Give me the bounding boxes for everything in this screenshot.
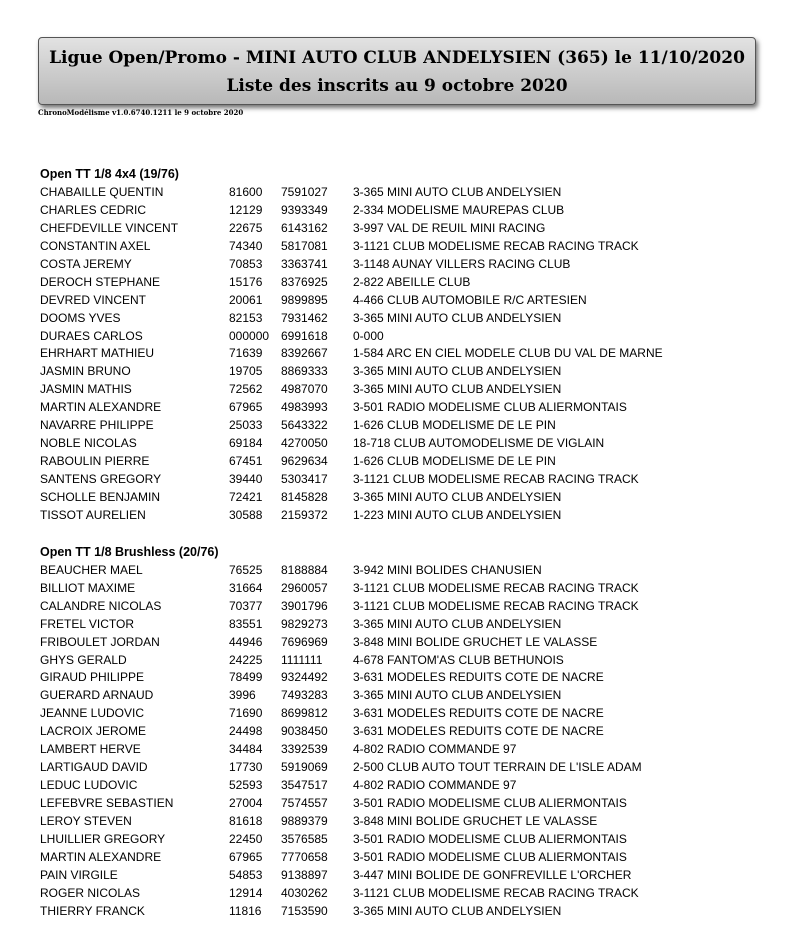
transponder-number: 8145828: [281, 489, 328, 504]
driver-row: [40, 777, 780, 795]
driver-name: JEANNE LUDOVIC: [40, 706, 145, 721]
transponder-number: 4987070: [281, 382, 328, 397]
driver-name: TISSOT AURELIEN: [40, 507, 146, 522]
club-name: 3-501 RADIO MODELISME CLUB ALIERMONTAIS: [353, 849, 627, 864]
licence-number: 54853: [229, 867, 263, 882]
driver-row: [40, 417, 780, 435]
club-name: 2-334 MODELISME MAUREPAS CLUB: [353, 202, 565, 217]
driver-row: [40, 741, 780, 759]
licence-number: 67451: [229, 454, 263, 469]
licence-number: 78499: [229, 670, 263, 685]
driver-row: [40, 310, 780, 328]
transponder-number: 3901796: [281, 598, 328, 613]
transponder-number: 9889379: [281, 813, 328, 828]
driver-row: [40, 652, 780, 670]
transponder-number: 8376925: [281, 274, 328, 289]
club-name: 3-1148 AUNAY VILLERS RACING CLUB: [353, 256, 571, 271]
driver-name: DEROCH STEPHANE: [40, 274, 161, 289]
club-name: 4-802 RADIO COMMANDE 97: [353, 778, 517, 793]
licence-number: 44946: [229, 634, 263, 649]
driver-row: [40, 274, 780, 292]
transponder-number: 7591027: [281, 185, 328, 199]
licence-number: 22450: [229, 831, 263, 846]
club-name: 1-223 MINI AUTO CLUB ANDELYSIEN: [353, 507, 562, 522]
club-name: 3-997 VAL DE REUIL MINI RACING: [353, 220, 546, 235]
club-name: 3-942 MINI BOLIDES CHANUSIEN: [353, 562, 542, 577]
driver-name: BILLIOT MAXIME: [40, 580, 136, 595]
driver-row: [40, 345, 780, 363]
licence-number: 39440: [229, 472, 263, 486]
licence-number: 3996: [229, 688, 256, 703]
transponder-number: 5643322: [281, 418, 328, 433]
club-name: 3-848 MINI BOLIDE GRUCHET LE VALASSE: [353, 634, 598, 649]
club-name: 0-000: [353, 328, 384, 343]
transponder-number: 4983993: [281, 400, 328, 415]
driver-row: [40, 238, 780, 256]
club-name: 3-447 MINI BOLIDE DE GONFREVILLE L'ORCHER: [353, 867, 632, 882]
document-subtitle: Liste des inscrits au 9 octobre 2020: [226, 76, 568, 96]
licence-number: 17730: [229, 760, 263, 775]
club-name: 3-1121 CLUB MODELISME RECAB RACING TRACK: [353, 238, 639, 253]
licence-number: 81618: [229, 813, 263, 828]
driver-name: RABOULIN PIERRE: [40, 454, 150, 469]
transponder-number: 2960057: [281, 580, 328, 595]
driver-name: PAIN VIRGILE: [40, 867, 118, 882]
licence-number: 70377: [229, 598, 263, 613]
driver-row: [40, 795, 780, 813]
transponder-number: 9324492: [281, 670, 328, 685]
licence-number: 81600: [229, 185, 263, 199]
driver-name: LACROIX JEROME: [40, 724, 147, 739]
transponder-number: 3392539: [281, 742, 328, 757]
transponder-number: 9138897: [281, 867, 328, 882]
driver-row: [40, 184, 780, 202]
transponder-number: 3547517: [281, 778, 328, 793]
driver-row: [40, 759, 780, 777]
licence-number: 11816: [229, 903, 262, 918]
club-name: 3-365 MINI AUTO CLUB ANDELYSIEN: [353, 310, 562, 325]
driver-row: [40, 580, 780, 598]
driver-row: [40, 220, 780, 238]
driver-name: LEDUC LUDOVIC: [40, 778, 138, 793]
transponder-number: 5817081: [281, 238, 328, 253]
driver-row: [40, 903, 780, 921]
licence-number: 83551: [229, 616, 263, 631]
transponder-number: 2159372: [281, 507, 328, 522]
driver-row: [40, 705, 780, 723]
transponder-number: 7696969: [281, 634, 328, 649]
driver-row: [40, 616, 780, 634]
driver-row: [40, 489, 780, 507]
transponder-number: 9038450: [281, 724, 328, 739]
transponder-number: 5303417: [281, 472, 328, 486]
club-name: 3-365 MINI AUTO CLUB ANDELYSIEN: [353, 688, 562, 703]
driver-name: JASMIN MATHIS: [40, 382, 132, 397]
club-name: 3-501 RADIO MODELISME CLUB ALIERMONTAIS: [353, 796, 627, 810]
driver-name: SCHOLLE BENJAMIN: [40, 489, 161, 504]
transponder-number: 4270050: [281, 436, 328, 451]
transponder-number: 5919069: [281, 760, 328, 775]
driver-name: NAVARRE PHILIPPE: [40, 418, 154, 433]
driver-name: CHARLES CEDRIC: [40, 202, 147, 217]
driver-name: DURAES CARLOS: [40, 328, 143, 343]
registration-list: [40, 166, 780, 940]
driver-row: [40, 256, 780, 274]
club-name: 3-365 MINI AUTO CLUB ANDELYSIEN: [353, 489, 562, 504]
transponder-number: 9393349: [281, 202, 328, 217]
driver-name: CONSTANTIN AXEL: [40, 238, 151, 253]
driver-name: BEAUCHER MAEL: [40, 562, 143, 577]
transponder-number: 4030262: [281, 885, 328, 900]
driver-row: [40, 831, 780, 849]
driver-row: [40, 867, 780, 885]
club-name: 1-626 CLUB MODELISME DE LE PIN: [353, 418, 556, 433]
driver-row: [40, 435, 780, 453]
driver-row: [40, 687, 780, 705]
licence-number: 31664: [229, 580, 263, 595]
licence-number: 70853: [229, 256, 263, 271]
driver-name: GUERARD ARNAUD: [40, 688, 154, 703]
driver-row: [40, 669, 780, 687]
driver-name: THIERRY FRANCK: [40, 903, 145, 918]
driver-name: LEFEBVRE SEBASTIEN: [40, 796, 174, 810]
driver-name: LAMBERT HERVE: [40, 742, 141, 757]
licence-number: 69184: [229, 436, 263, 451]
driver-row: [40, 202, 780, 220]
licence-number: 71690: [229, 706, 263, 721]
driver-name: NOBLE NICOLAS: [40, 436, 137, 451]
club-name: 4-678 FANTOM'AS CLUB BETHUNOIS: [353, 652, 564, 667]
club-name: 3-848 MINI BOLIDE GRUCHET LE VALASSE: [353, 813, 598, 828]
driver-row: [40, 399, 780, 417]
club-name: 3-631 MODELES REDUITS COTE DE NACRE: [353, 670, 604, 685]
licence-number: 25033: [229, 418, 263, 433]
transponder-number: 8392667: [281, 346, 328, 361]
driver-name: MARTIN ALEXANDRE: [40, 849, 162, 864]
driver-row: [40, 723, 780, 741]
club-name: 3-365 MINI AUTO CLUB ANDELYSIEN: [353, 382, 562, 397]
club-name: 2-822 ABEILLE CLUB: [353, 274, 471, 289]
driver-row: [40, 292, 780, 310]
club-name: 3-365 MINI AUTO CLUB ANDELYSIEN: [353, 364, 562, 379]
club-name: 3-631 MODELES REDUITS COTE DE NACRE: [353, 724, 604, 739]
driver-name: LARTIGAUD DAVID: [40, 760, 148, 775]
driver-row: [40, 453, 780, 471]
category-title: Open TT 1/8 4x4 (19/76): [40, 167, 179, 181]
club-name: 3-501 RADIO MODELISME CLUB ALIERMONTAIS: [353, 400, 627, 415]
club-name: 18-718 CLUB AUTOMODELISME DE VIGLAIN: [353, 436, 605, 451]
transponder-number: 7931462: [281, 310, 328, 325]
driver-name: CHABAILLE QUENTIN: [40, 185, 164, 199]
driver-row: [40, 507, 780, 525]
licence-number: 000000: [229, 328, 270, 343]
software-version: ChronoModélisme v1.0.6740.1211 le 9 octobre 2020: [38, 108, 244, 117]
driver-row: [40, 562, 780, 580]
licence-number: 24225: [229, 652, 263, 667]
club-name: 4-466 CLUB AUTOMOBILE R/C ARTESIEN: [353, 292, 587, 307]
driver-row: [40, 328, 780, 346]
club-name: 3-501 RADIO MODELISME CLUB ALIERMONTAIS: [353, 831, 627, 846]
driver-name: LEROY STEVEN: [40, 813, 132, 828]
club-name: 3-365 MINI AUTO CLUB ANDELYSIEN: [353, 616, 562, 631]
licence-number: 82153: [229, 310, 263, 325]
driver-row: [40, 381, 780, 399]
driver-name: GHYS GERALD: [40, 652, 127, 667]
transponder-number: 9829273: [281, 616, 328, 631]
licence-number: 76525: [229, 562, 263, 577]
driver-name: MARTIN ALEXANDRE: [40, 400, 162, 415]
transponder-number: 6143162: [281, 220, 328, 235]
transponder-number: 3576585: [281, 831, 328, 846]
driver-name: GIRAUD PHILIPPE: [40, 670, 145, 685]
licence-number: 52593: [229, 778, 263, 793]
licence-number: 12914: [229, 885, 263, 900]
licence-number: 19705: [229, 364, 263, 379]
club-name: 3-365 MINI AUTO CLUB ANDELYSIEN: [353, 185, 562, 199]
driver-name: CHEFDEVILLE VINCENT: [40, 220, 179, 235]
driver-name: JASMIN BRUNO: [40, 364, 131, 379]
licence-number: 24498: [229, 724, 263, 739]
club-name: 1-626 CLUB MODELISME DE LE PIN: [353, 454, 556, 469]
driver-row: [40, 849, 780, 867]
driver-name: FRIBOULET JORDAN: [40, 634, 160, 649]
driver-name: ROGER NICOLAS: [40, 885, 141, 900]
transponder-number: 8699812: [281, 706, 328, 721]
licence-number: 67965: [229, 849, 263, 864]
transponder-number: 8188884: [281, 562, 328, 577]
driver-row: [40, 598, 780, 616]
transponder-number: 7770658: [281, 849, 328, 864]
document-title: Ligue Open/Promo - MINI AUTO CLUB ANDELYSIEN (365) le 11/10/2020: [49, 48, 745, 68]
licence-number: 71639: [229, 346, 263, 361]
transponder-number: 7153590: [281, 903, 328, 918]
club-name: 3-1121 CLUB MODELISME RECAB RACING TRACK: [353, 598, 639, 613]
licence-number: 72421: [229, 489, 263, 504]
driver-row: [40, 813, 780, 831]
club-name: 3-1121 CLUB MODELISME RECAB RACING TRACK: [353, 580, 639, 595]
licence-number: 15176: [229, 274, 263, 289]
transponder-number: 6991618: [281, 328, 328, 343]
transponder-number: 7493283: [281, 688, 328, 703]
licence-number: 34484: [229, 742, 263, 757]
driver-row: [40, 885, 780, 903]
transponder-number: 8869333: [281, 364, 328, 379]
transponder-number: 3363741: [281, 256, 328, 271]
club-name: 3-365 MINI AUTO CLUB ANDELYSIEN: [353, 903, 562, 918]
licence-number: 12129: [229, 202, 263, 217]
club-name: 2-500 CLUB AUTO TOUT TERRAIN DE L'ISLE ADAM: [353, 760, 642, 775]
header-banner: [38, 37, 756, 105]
driver-name: LHUILLIER GREGORY: [40, 831, 166, 846]
driver-name: FRETEL VICTOR: [40, 616, 135, 631]
driver-row: [40, 363, 780, 381]
driver-name: CALANDRE NICOLAS: [40, 598, 162, 613]
category-section: [40, 544, 780, 921]
category-title: Open TT 1/8 Brushless (20/76): [40, 544, 219, 559]
licence-number: 27004: [229, 796, 263, 810]
club-name: 1-584 ARC EN CIEL MODELE CLUB DU VAL DE MARNE: [353, 346, 663, 361]
transponder-number: 9629634: [281, 454, 328, 469]
licence-number: 22675: [229, 220, 263, 235]
driver-name: DOOMS YVES: [40, 310, 121, 325]
driver-name: DEVRED VINCENT: [40, 292, 147, 307]
driver-name: SANTENS GREGORY: [40, 472, 162, 486]
licence-number: 20061: [229, 292, 263, 307]
transponder-number: 7574557: [281, 796, 328, 810]
transponder-number: 1111111: [281, 652, 323, 667]
licence-number: 74340: [229, 238, 263, 253]
licence-number: 67965: [229, 400, 263, 415]
driver-name: EHRHART MATHIEU: [40, 346, 155, 361]
club-name: 3-1121 CLUB MODELISME RECAB RACING TRACK: [353, 472, 639, 486]
driver-name: COSTA JEREMY: [40, 256, 132, 271]
club-name: 4-802 RADIO COMMANDE 97: [353, 742, 517, 757]
category-section: [40, 166, 780, 525]
licence-number: 30588: [229, 507, 263, 522]
driver-row: [40, 471, 780, 489]
driver-row: [40, 634, 780, 652]
transponder-number: 9899895: [281, 292, 328, 307]
club-name: 3-631 MODELES REDUITS COTE DE NACRE: [353, 706, 604, 721]
licence-number: 72562: [229, 382, 263, 397]
club-name: 3-1121 CLUB MODELISME RECAB RACING TRACK: [353, 885, 639, 900]
